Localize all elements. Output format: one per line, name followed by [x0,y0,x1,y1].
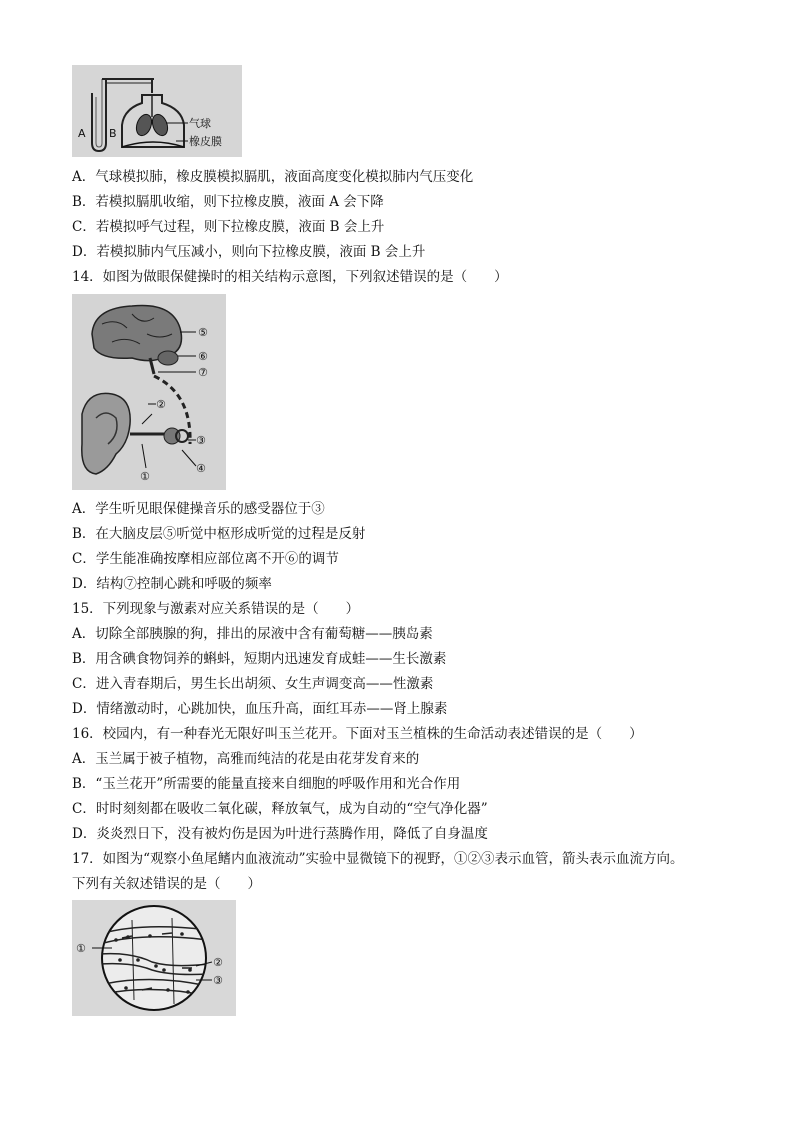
q14-option-c: C．学生能准确按摩相应部位离不开⑥的调节 [72,551,339,567]
q13-option-a: A．气球模拟肺，橡皮膜模拟膈肌，液面高度变化模拟肺内气压变化 [72,169,474,185]
fig14-label-2: ② [156,398,166,411]
microscope-view-figure [72,900,236,1016]
q14-option-d: D．结构⑦控制心跳和呼吸的频率 [72,576,272,592]
fig14-label-7: ⑦ [198,366,208,379]
q16-stem: 16．校园内，有一种春光无限好叫玉兰花开。下面对玉兰植株的生命活动表述错误的是（ ） [72,726,643,742]
label-b: B [109,127,117,140]
q16-option-d: D．炎炎烈日下，没有被灼伤是因为叶进行蒸腾作用，降低了自身温度 [72,826,488,842]
q15-option-a: A．切除全部胰腺的狗，排出的尿液中含有葡萄糖——胰岛素 [72,626,433,642]
q17-stem-line1: 17．如图为“观察小鱼尾鳍内血液流动”实验中显微镜下的视野，①②③表示血管，箭头表示血流方向。 [72,851,684,867]
label-a: A [78,127,86,140]
q14-option-a: A．学生听见眼保健操音乐的感受器位于③ [72,501,325,517]
fig17-label-1: ① [76,942,86,955]
label-membrane: 橡皮膜 [189,135,222,148]
breathing-model-figure [72,65,242,157]
q16-option-a: A．玉兰属于被子植物，高雅而纯洁的花是由花芽发育来的 [72,751,420,767]
q15-option-c: C．进入青春期后，男生长出胡须、女生声调变高——性激素 [72,676,434,692]
q16-option-c: C．时时刻刻都在吸收二氧化碳，释放氧气，成为自动的“空气净化器” [72,801,488,817]
q15-option-b: B．用含碘食物饲养的蝌蚪，短期内迅速发育成蛙——生长激素 [72,651,447,667]
q16-option-b: B．“玉兰花开”所需要的能量直接来自细胞的呼吸作用和光合作用 [72,776,461,792]
q13-option-c: C．若模拟呼气过程，则下拉橡皮膜，液面 B 会上升 [72,219,385,235]
fig14-label-1: ① [140,470,150,483]
q17-stem-line2: 下列有关叙述错误的是（ ） [72,876,261,892]
fig17-label-2: ② [213,956,223,969]
q14-option-b: B．在大脑皮层⑤听觉中枢形成听觉的过程是反射 [72,526,366,542]
fig14-label-6: ⑥ [198,350,208,363]
fig14-label-4: ④ [196,462,206,475]
fig17-label-3: ③ [213,974,223,987]
fig14-label-3: ③ [196,434,206,447]
q15-stem: 15．下列现象与激素对应关系错误的是（ ） [72,601,360,617]
fig14-label-5: ⑤ [198,326,208,339]
q15-option-d: D．情绪激动时，心跳加快，血压升高，面红耳赤——肾上腺素 [72,701,448,717]
q14-stem: 14．如图为做眼保健操时的相关结构示意图，下列叙述错误的是（ ） [72,269,508,285]
brain-ear-figure [72,294,226,490]
q13-option-b: B．若模拟膈肌收缩，则下拉橡皮膜，液面 A 会下降 [72,194,384,210]
label-balloon: 气球 [189,117,211,130]
q13-option-d: D．若模拟肺内气压减小，则向下拉橡皮膜，液面 B 会上升 [72,244,426,260]
